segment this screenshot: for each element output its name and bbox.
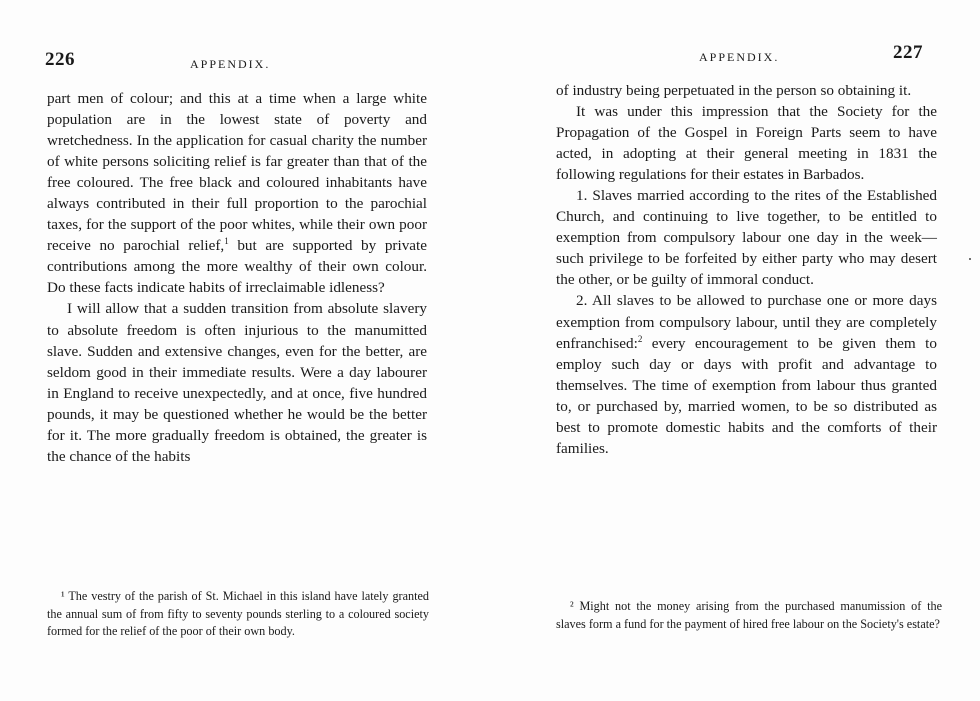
paragraph: It was under this impression that the Society for the Propagation of the Gospel in Foreign Parts seem to have acted, in adopting at their general meeting in 1831 the following regulations for their estates in Barbados. xyxy=(556,103,937,184)
footnote xyxy=(47,588,429,641)
running-head: APPENDIX. xyxy=(699,50,780,64)
footnote xyxy=(556,598,942,633)
print-speck xyxy=(969,258,971,260)
regulation-item xyxy=(556,290,937,458)
paragraph-text: 2. All slaves to be allowed to purchase one or more days exemption from compulsory labour, until they are completely enfranchised: xyxy=(556,292,937,352)
footnote-marker: ¹ xyxy=(61,589,65,603)
footnote-marker: ² xyxy=(570,599,574,613)
running-head: APPENDIX. xyxy=(190,57,271,71)
footnote-text: Might not the money arising from the purchased manumission of the slaves form a fund for the payment of hired free labour on the Society's estate? xyxy=(556,599,942,631)
regulation-item: 1. Slaves married according to the rites of the Established Church, and continuing to live together, to be entitled to exemption from compulsory labour one day in the week—such privilege to be forfeited by either party who may desert the other, or be guilty of immoral conduct. xyxy=(556,187,937,289)
body-text xyxy=(47,88,427,467)
paragraph-text: part men of colour; and this at a time when a large white population are in the lowest state of poverty and wretchedness. In the application for casual charity the number of white persons soliciting relief is far greater than that of the free coloured. The free black and coloured inhabitants have always contributed in their full proportion to the parochial taxes, for the support of the poor whites, while their own poor receive no parochial relief, xyxy=(47,90,427,255)
paragraph: of industry being perpetuated in the person so obtaining it. xyxy=(556,82,912,99)
footnote-reference: 2 xyxy=(637,333,643,344)
body-text xyxy=(556,80,937,459)
page-number: 226 xyxy=(45,49,75,70)
footnote-reference: 1 xyxy=(224,236,229,247)
paragraph xyxy=(47,88,427,298)
page-number: 227 xyxy=(893,42,923,63)
footnote-text: The vestry of the parish of St. Michael in this island have lately granted the annual sum of from fifty to seventy pounds sterling to a coloured society formed for the relief of the poor of their own body. xyxy=(47,589,429,638)
paragraph-text: every encouragement to be given them to employ such day or days with profit and advantage to themselves. The time of exemption from labour thus granted to, or purchased by, married women, to be so distributed as best to promote domestic habits and the comforts of their families. xyxy=(556,334,937,457)
paragraph-text: but are supported by private contributions among the more wealthy of their own colour. Do these facts indicate habits of irreclaimable idleness? xyxy=(47,237,428,297)
paragraph: I will allow that a sudden transition from absolute slavery to absolute freedom is often injurious to the manumitted slave. Sudden and extensive changes, even for the better, are seldom good in their immediate results. Were a day labourer in England to receive unexpectedly, and at once, five hundred pounds, it may be questioned whether he would be the better for it. The more gradually freedom is obtained, the greater is the chance of the habits xyxy=(47,300,427,465)
